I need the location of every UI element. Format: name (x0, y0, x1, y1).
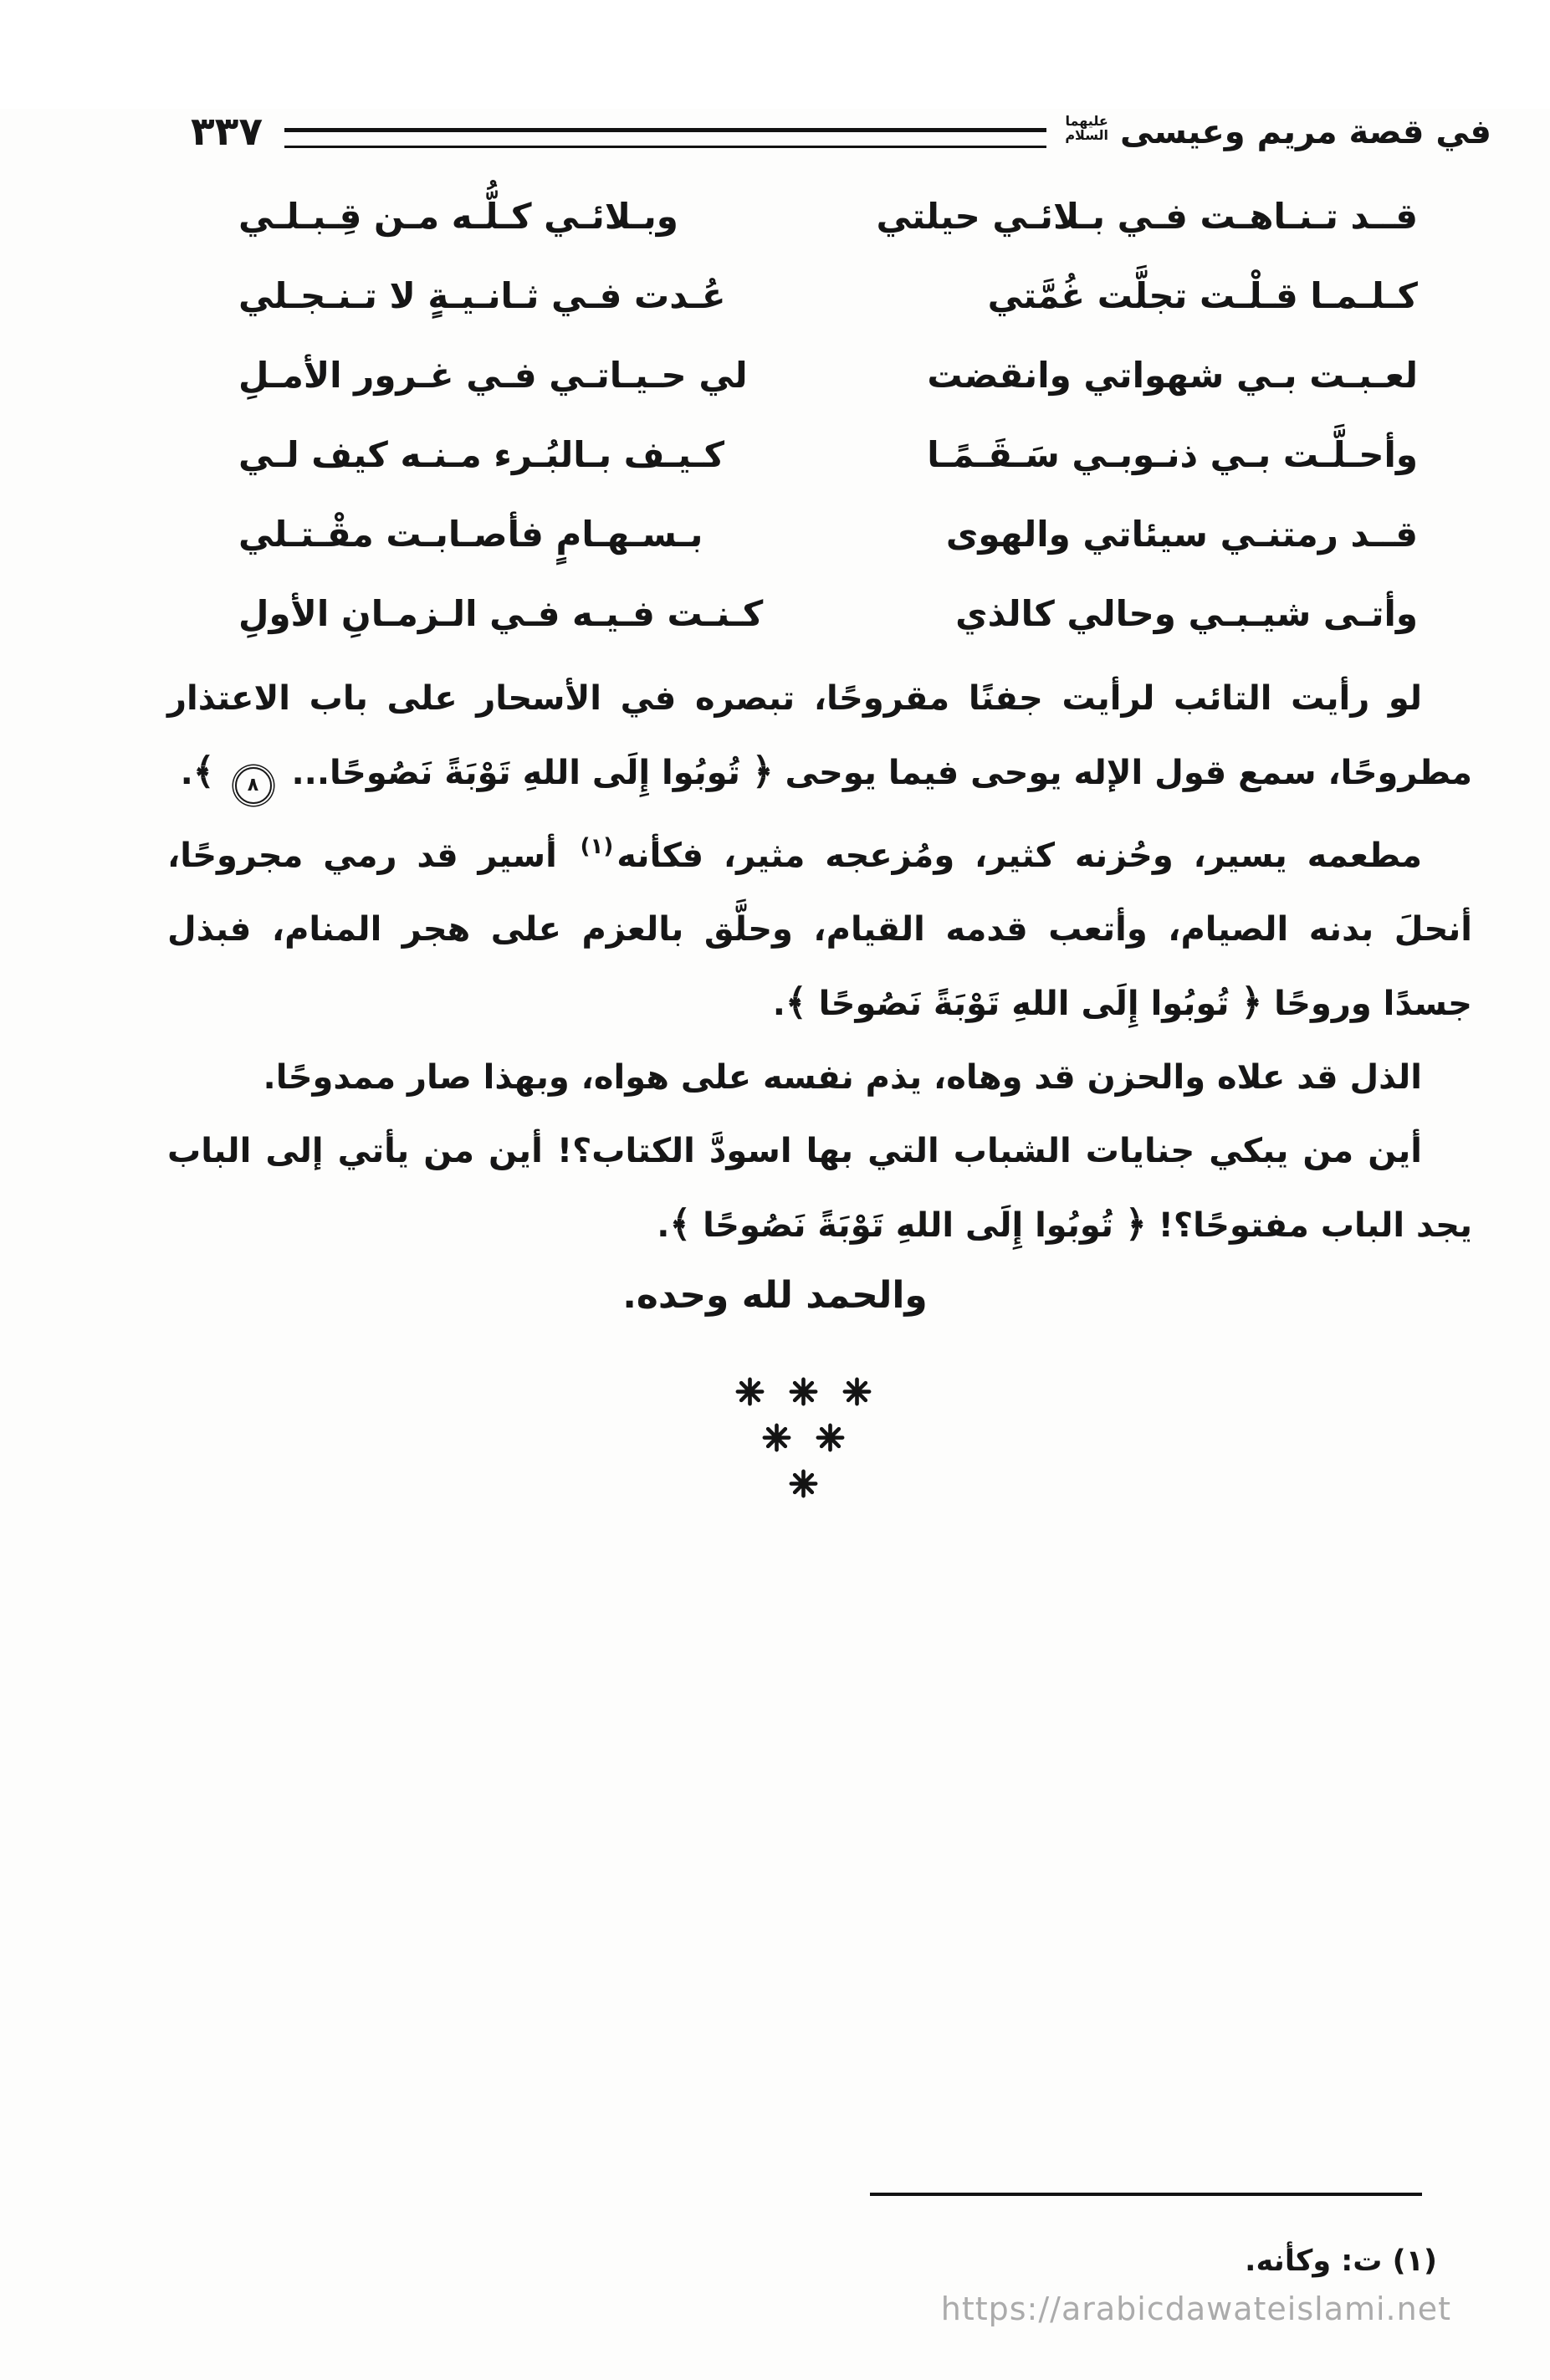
verse-row (238, 177, 1418, 256)
page-header (191, 109, 1491, 155)
paragraph-text: مطعمه يسير، وحُزنه كثير، ومُزعجه مثير، فكأنه (616, 837, 1422, 875)
separator-asterisks (28, 1369, 1550, 1507)
sentence-end: . (657, 1206, 670, 1245)
paragraph-4 (167, 1114, 1472, 1262)
paragraph-text: أين من يبكي جنايات الشباب التي بها اسودَّ الكتاب؟! أين من يأتي إلى الباب يجد الباب مفتوحًا؟! (167, 1132, 1472, 1245)
paragraph-3: الذل قد علاه والحزن قد وهاه، يذم نفسه على هواه، وبهذا صار ممدوحًا. (263, 1058, 1422, 1097)
asterisk-icon (788, 1376, 819, 1407)
quran-open-bracket: ﴿ (1241, 981, 1263, 1024)
prose-block (167, 662, 1472, 1262)
verse-row (238, 574, 1418, 653)
sentence-end: . (772, 985, 785, 1023)
quran-open-bracket: ﴿ (1124, 1203, 1147, 1246)
honorific-alayhima-salam: عليهما السلام (1065, 112, 1108, 143)
paragraph-text: لو رأيت التائب لرأيت جفنًا مقروحًا، تبصره في الأسحار على باب الاعتذار مطروحًا، سمع قول الإله يوحى فيما يوحى (167, 679, 1472, 792)
footnote (1245, 2244, 1437, 2278)
asterisk-icon (842, 1376, 872, 1407)
poem (238, 177, 1418, 653)
quran-quote: تُوبُوا إِلَى اللهِ تَوْبَةً نَصُوحًا... (291, 754, 740, 792)
verse-row (238, 335, 1418, 415)
footnote-text: ت: وكأنه. (1245, 2244, 1383, 2278)
page-number: ٣٣٧ (191, 109, 263, 155)
asterisk-row (788, 1461, 819, 1507)
verse-row (238, 494, 1418, 574)
hemistich-left: وبـلائـي كـلُّـه مـن قِـبـلـي (238, 196, 678, 237)
paragraph-text: أسير قد رمي مجروحًا، أنحلَ بدنه الصيام، وأتعب قدمه القيام، وحلَّق بالعزم على هجر المنام، فبذل جسدًا وروحًا (167, 837, 1472, 1023)
paragraph-1 (167, 662, 1472, 810)
asterisk-icon (734, 1376, 765, 1407)
sentence-end: . (180, 754, 193, 792)
quran-close-bracket: ﴾ (669, 1203, 692, 1246)
verse-row (238, 256, 1418, 335)
header-rule (284, 128, 1046, 148)
chapter-title-text: في قصة مريم وعيسى (1119, 112, 1491, 151)
asterisk-icon (788, 1468, 819, 1499)
hemistich-left: عُـدت فـي ثـانـيـةٍ لا تـنـجـلي (238, 275, 726, 316)
paragraph-2 (167, 810, 1472, 1041)
hemistich-right: لعـبـت بـي شهواتي وانقضت (927, 355, 1418, 396)
asterisk-row (761, 1415, 846, 1461)
hemistich-left: كـنـت فـيـه فـي الـزمـانِ الأولِ (238, 593, 764, 634)
hemistich-left: لي حـيـاتـي فـي غـرور الأمـلِ (238, 355, 748, 396)
hemistich-right: كـلـمـا قـلْـت تجلَّت غُمَّتي (987, 275, 1418, 316)
quran-quote: تُوبُوا إِلَى اللهِ تَوْبَةً نَصُوحًا (818, 985, 1230, 1023)
hemistich-right: قــد تـنـاهـت فـي بـلائـي حيلتي (876, 196, 1418, 237)
hemistich-right: وأتـى شيـبـي وحالي كالذي (955, 593, 1418, 634)
verse-row (238, 415, 1418, 494)
asterisk-icon (761, 1422, 792, 1453)
footnote-marker: (١) (1392, 2244, 1437, 2278)
watermark-url: https://arabicdawateislami.net (940, 2290, 1451, 2327)
chapter-title (1065, 113, 1491, 151)
quran-quote: تُوبُوا إِلَى اللهِ تَوْبَةً نَصُوحًا (703, 1206, 1113, 1245)
footnote-reference: (١) (580, 834, 614, 859)
book-page (0, 109, 1550, 2380)
quran-open-bracket: ﴿ (751, 750, 774, 793)
hamdala-line: والحمد لله وحده. (622, 1274, 928, 1317)
ayah-number-badge: ٨ (235, 767, 272, 804)
footnote-divider (870, 2193, 1422, 2196)
hemistich-left: كـيـف بـالبُـرء مـنـه كيف لـي (238, 434, 725, 475)
quran-close-bracket: ﴾ (192, 750, 215, 793)
hemistich-left: بـسـهـامٍ فأصـابـت مقْـتـلي (238, 514, 703, 555)
asterisk-icon (815, 1422, 846, 1453)
hemistich-right: قــد رمتنـي سيئاتي والهوى (945, 514, 1418, 555)
quran-close-bracket: ﴾ (785, 981, 807, 1024)
hemistich-right: وأحـلَّـت بـي ذنـوبـي سَـقَـمًـا (927, 434, 1418, 475)
asterisk-row (734, 1369, 872, 1415)
